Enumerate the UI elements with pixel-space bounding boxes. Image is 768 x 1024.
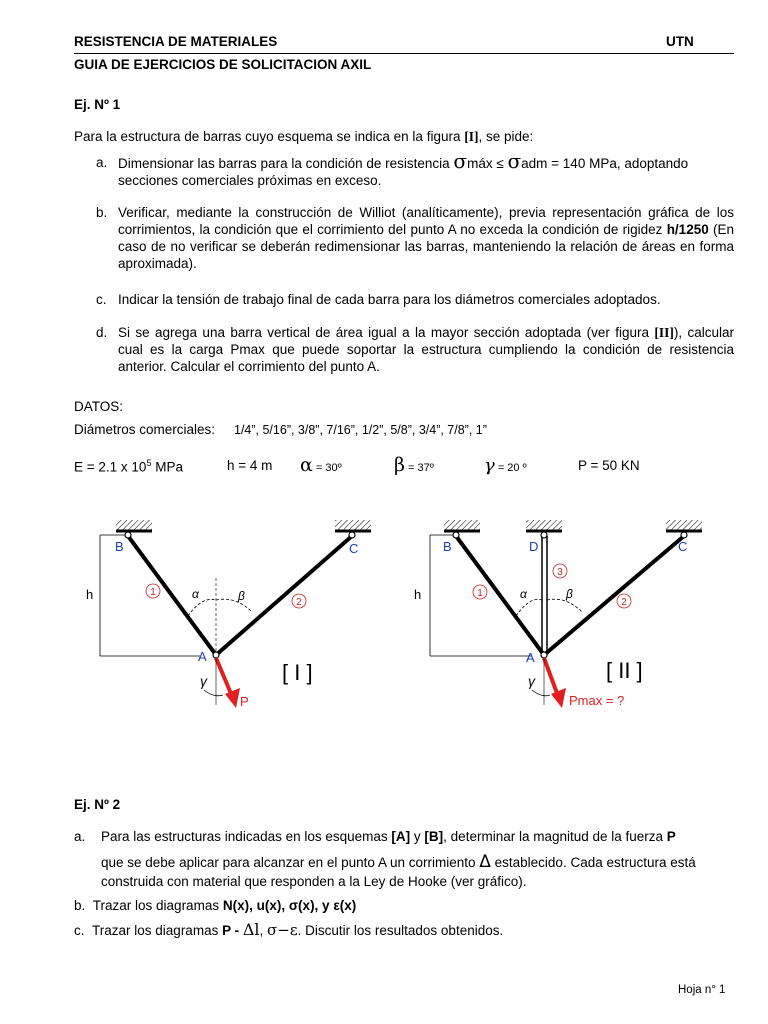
node-B xyxy=(453,532,459,538)
node-B xyxy=(125,532,131,538)
data-beta: β = 37º xyxy=(394,454,434,476)
beta-arc xyxy=(216,599,252,612)
bar-2 xyxy=(544,536,684,655)
bar-2-number: 2 xyxy=(296,597,302,608)
figure-2-number: [ II ] xyxy=(606,658,643,683)
load-arrow-shaft xyxy=(216,658,232,696)
exercise-1-intro: Para la estructura de barras cuyo esquema se indica en la figura [I], se pide: xyxy=(74,129,534,144)
ej2-item-a-line2: que se debe aplicar para alcanzar en el punto A un corrimiento Δ establecido. Cada estructura está xyxy=(101,852,696,872)
gamma-label: γ xyxy=(200,673,207,689)
label-B: B xyxy=(443,539,452,554)
load-arrow-head xyxy=(551,688,566,708)
load-label: P xyxy=(240,694,249,709)
ej2-item-a-line1: Para las estructuras indicadas en los esquemas [A] y [B], determinar la magnitud de la fuerza P xyxy=(101,829,676,844)
node-C xyxy=(349,532,355,538)
bar-1-number: 1 xyxy=(150,587,156,598)
support-hatch-C xyxy=(666,520,702,530)
alpha-arc xyxy=(188,599,216,616)
item-d: d. Si se agrega una barra vertical de área igual a la mayor sección adoptada (ver figura [II]), calcular cual es la carga Pmax que puede soportar la estructura cumpliendo la condición de resistencia anterior. Calcular el corrimiento del punto A. xyxy=(96,325,735,374)
gamma-arc xyxy=(532,690,550,696)
h-label: h xyxy=(414,587,422,602)
exercise-1-title: Ej. Nº 1 xyxy=(74,97,121,112)
page-number: Hoja n° 1 xyxy=(678,984,726,996)
gamma-label: γ xyxy=(528,673,535,689)
header-title: RESISTENCIA DE MATERIALES xyxy=(74,34,278,49)
bar-2-number: 2 xyxy=(621,597,627,608)
data-gamma: γ = 20 º xyxy=(484,455,527,476)
bar-1 xyxy=(128,536,216,655)
header-institution: UTN xyxy=(666,34,694,49)
figure-2-diagram xyxy=(408,510,728,720)
exercise-2-title: Ej. Nº 2 xyxy=(74,797,121,812)
node-C xyxy=(681,532,687,538)
ej2-item-b: b. Trazar los diagramas N(x), u(x), σ(x), y ε(x) xyxy=(74,898,357,913)
label-C: C xyxy=(678,539,688,554)
load-label: Pmax = ? xyxy=(569,693,625,708)
bar-1-number: 1 xyxy=(477,588,483,599)
datos-label: DATOS: xyxy=(74,399,124,414)
node-A xyxy=(541,652,547,658)
figure-1-number: [ I ] xyxy=(282,660,313,685)
h-label: h xyxy=(86,587,94,602)
node-D xyxy=(541,532,547,538)
data-E: E = 2.1 x $10^5$ MPa xyxy=(74,458,183,475)
label-A: A xyxy=(526,650,535,665)
bar-3-number: 3 xyxy=(557,567,563,578)
header-subtitle: GUIA DE EJERCICIOS DE SOLICITACION AXIL xyxy=(74,57,372,72)
diametros-values: 1/4”, 5/16”, 3/8”, 7/16”, 1/2”, 5/8”, 3/4”, 7/8”, 1” xyxy=(234,423,487,437)
data-P: P = 50 KN xyxy=(578,458,640,473)
label-C: C xyxy=(349,541,359,556)
alpha-arc xyxy=(516,599,542,616)
load-arrow-head xyxy=(225,688,240,708)
support-hatch-D xyxy=(526,520,562,530)
beta-label: β xyxy=(566,587,573,601)
data-h: h = 4 m xyxy=(227,458,273,473)
figure-1-diagram xyxy=(80,510,390,720)
gamma-arc xyxy=(204,690,223,696)
alpha-label: α xyxy=(192,587,199,601)
support-hatch-B xyxy=(444,520,480,530)
item-c: c. Indicar la tensión de trabajo final de cada barra para los diámetros comerciales adoptados. xyxy=(96,292,661,307)
bar-2 xyxy=(216,536,352,655)
label-A: A xyxy=(198,649,207,664)
support-hatch-B xyxy=(116,520,152,530)
ej2-item-c: c. Trazar los diagramas P - Δl, σ−ε. Discutir los resultados obtenidos. xyxy=(74,920,504,939)
alpha-label: α xyxy=(520,587,527,601)
ej2-item-a-line3: construida con material que responden a la Ley de Hooke (ver gráfico). xyxy=(101,874,527,889)
node-A xyxy=(213,652,219,658)
item-b: b. Verificar, mediante la construcción de Williot (analíticamente), previa representación gráfica de los corrimientos, la condición que el corrimiento del punto A no exceda la condición de rigidez h/1250 (En caso de no verificar se deberán redimensionar las barras, manteniendo la relación de áreas en forma aproximada). xyxy=(96,205,734,271)
diametros-label: Diámetros comerciales: xyxy=(74,422,216,437)
label-D: D xyxy=(529,539,539,554)
ej2-item-a-label: a. xyxy=(74,829,86,844)
beta-label: β xyxy=(238,589,245,603)
support-hatch-C xyxy=(335,520,371,530)
data-alpha: α = 30º xyxy=(300,454,342,476)
label-B: B xyxy=(115,539,124,554)
item-a: a. Dimensionar las barras para la condición de resistencia σmáx ≤ σadm = 140 MPa, adoptando secciones comerciales próximas en exceso. xyxy=(96,149,689,188)
load-arrow-shaft xyxy=(544,658,558,696)
header-rule xyxy=(74,53,734,54)
beta-arc xyxy=(547,599,582,612)
